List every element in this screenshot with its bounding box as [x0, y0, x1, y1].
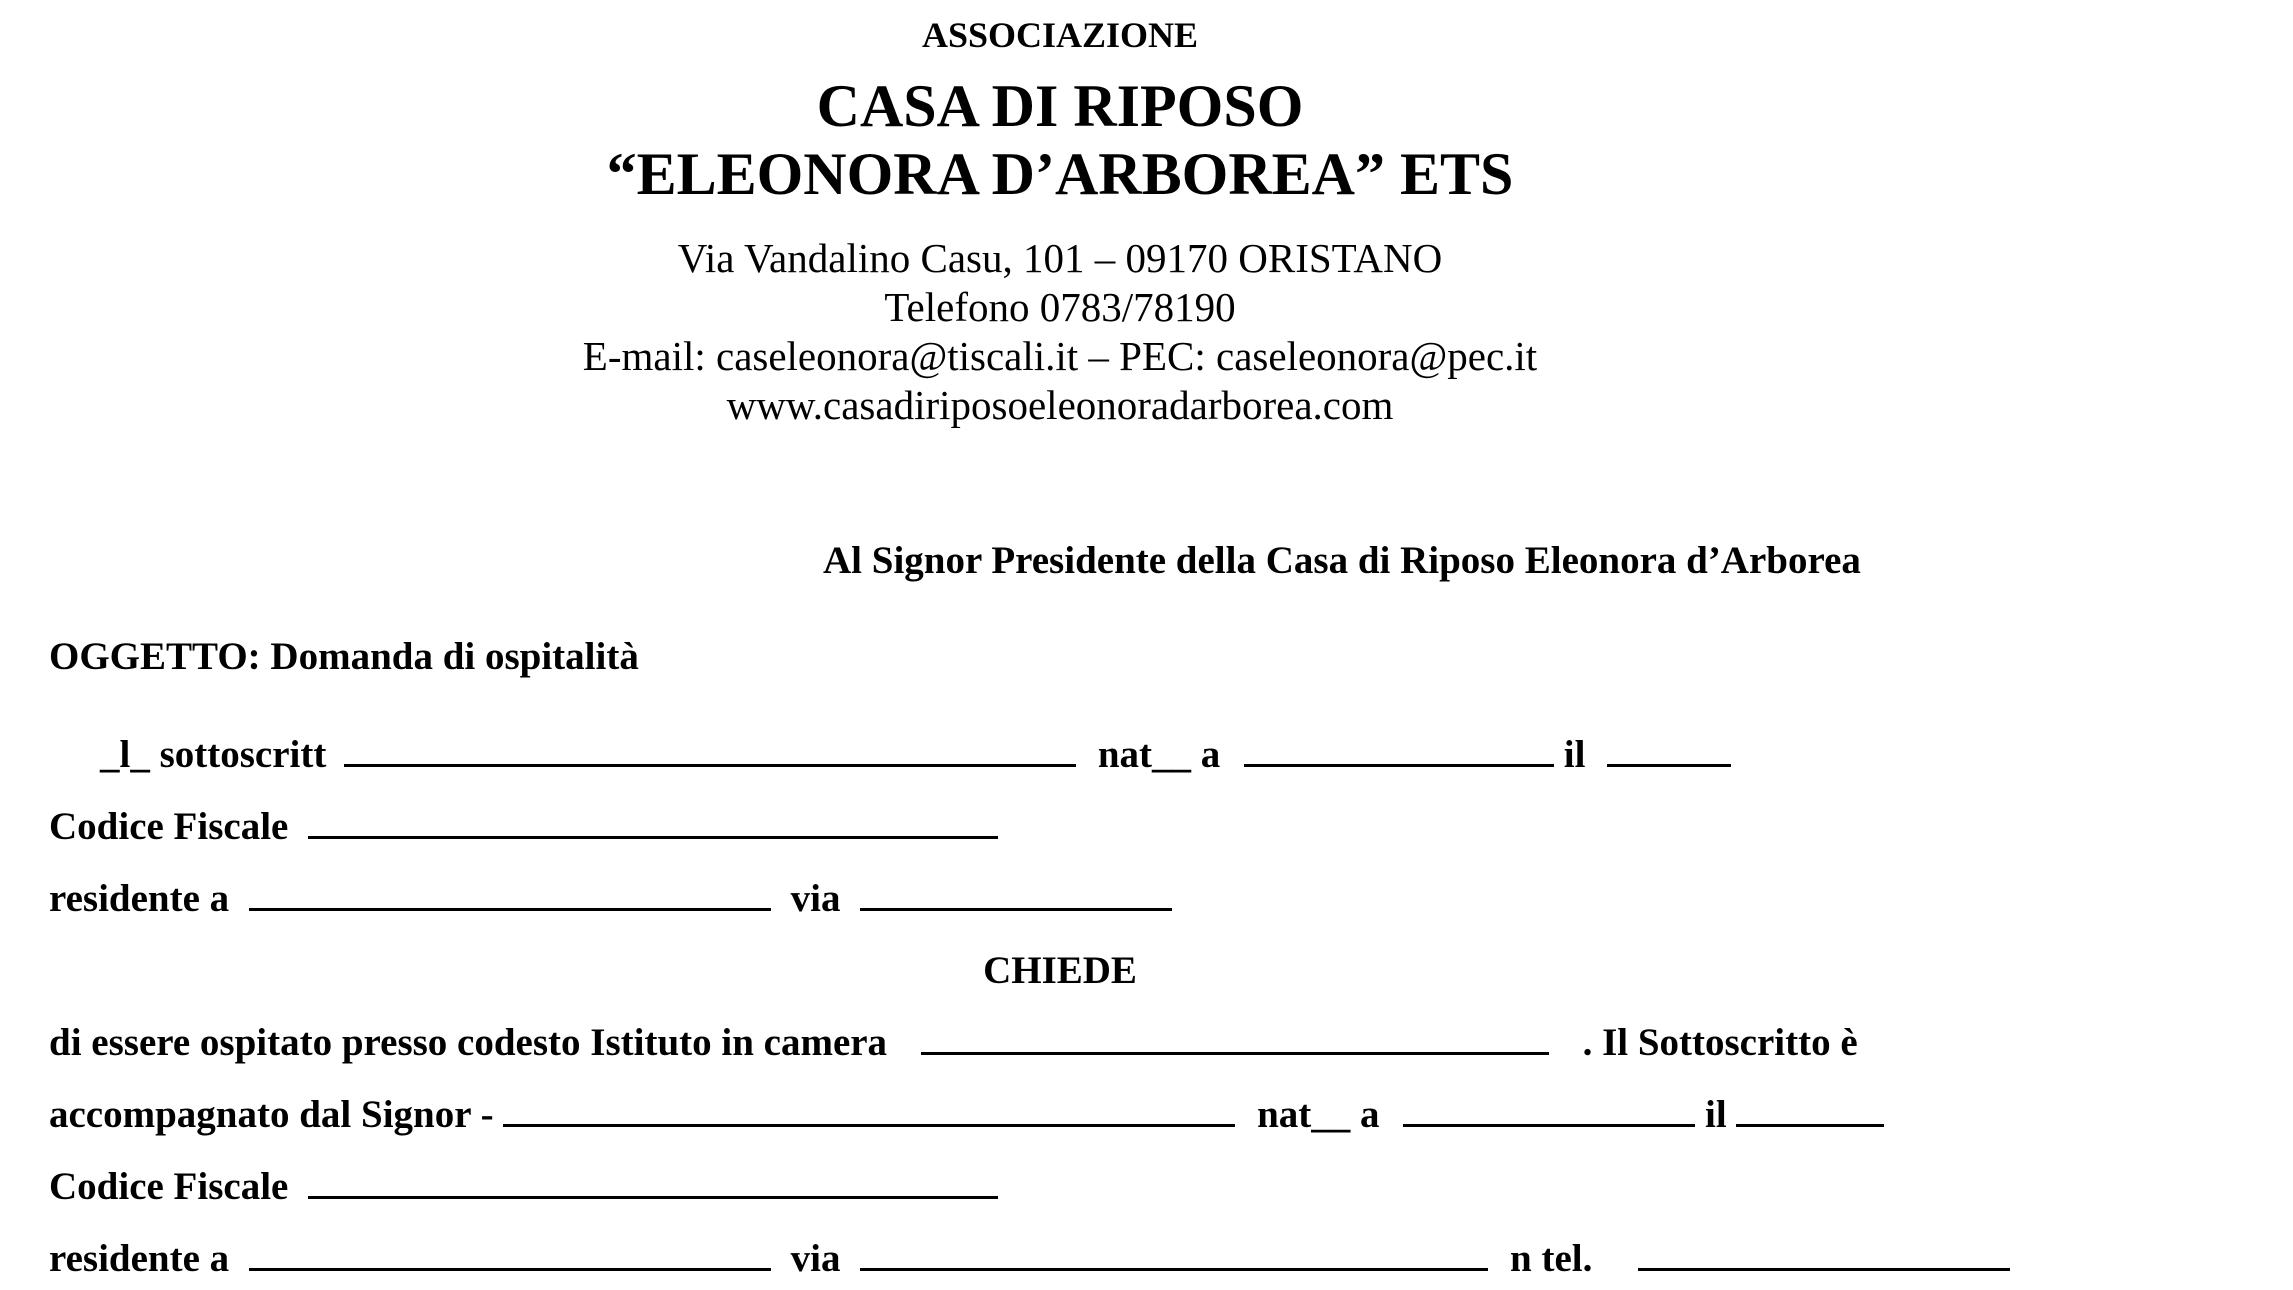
address: Via Vandalino Casu, 101 – 09170 ORISTANO — [677, 235, 1443, 281]
website: www.casadiriposoeleonoradarborea.com — [726, 382, 1394, 428]
companion-birthplace-field[interactable] — [1403, 1096, 1695, 1127]
companion-city-field[interactable] — [249, 1240, 771, 1271]
il-label: il — [1563, 733, 1586, 776]
accompagnato-label: accompagnato dal Signor - — [49, 1093, 494, 1136]
phone: Telefono 0783/78190 — [884, 284, 1236, 330]
birthdate-field[interactable] — [1607, 736, 1731, 767]
email: E-mail: caseleonora@tiscali.it – PEC: caseleonora@pec.it — [582, 333, 1538, 379]
request-suffix: . Il Sottoscritto è — [1582, 1021, 1858, 1064]
sottoscritt-label: _l_ sottoscritt — [100, 733, 327, 776]
companion-codice-fiscale-field[interactable] — [308, 1168, 998, 1199]
companion-codice-fiscale-label: Codice Fiscale — [49, 1165, 289, 1208]
nat-a-label: nat__ a — [1097, 733, 1221, 776]
residence-street-field[interactable] — [860, 880, 1172, 911]
companion-via-label: via — [790, 1237, 841, 1280]
residence-city-field[interactable] — [249, 880, 771, 911]
form-line-companion-residente — [49, 1236, 2010, 1281]
companion-nat-a-label: nat__ a — [1257, 1093, 1380, 1136]
form-line-sottoscritto — [100, 732, 1731, 777]
form-line-accompagnato — [49, 1092, 1884, 1137]
organization-name-line1: CASA DI RIPOSO — [816, 73, 1304, 139]
room-field[interactable] — [921, 1024, 1549, 1055]
companion-il-label: il — [1705, 1093, 1727, 1136]
via-label: via — [790, 877, 841, 920]
companion-birthdate-field[interactable] — [1736, 1096, 1884, 1127]
organization-name-line2: “ELEONORA D’ARBOREA” ETS — [606, 141, 1514, 207]
companion-residente-label: residente a — [49, 1237, 230, 1280]
request-text: di essere ospitato presso codesto Istituto in camera — [49, 1021, 888, 1064]
companion-name-field[interactable] — [503, 1096, 1235, 1127]
name-field[interactable] — [344, 736, 1076, 767]
form-line-codice-fiscale — [49, 804, 998, 849]
form-line-companion-codice-fiscale — [49, 1164, 998, 1209]
form-line-request — [49, 1020, 1858, 1065]
residente-label: residente a — [49, 877, 230, 920]
association-label: ASSOCIAZIONE — [921, 15, 1199, 55]
recipient: Al Signor Presidente della Casa di Riposo Eleonora d’Arborea — [823, 539, 1861, 582]
birthplace-field[interactable] — [1244, 736, 1554, 767]
phone-field[interactable] — [1638, 1240, 2010, 1271]
codice-fiscale-label: Codice Fiscale — [49, 805, 289, 848]
companion-street-field[interactable] — [860, 1240, 1488, 1271]
form-line-residente — [49, 876, 1172, 921]
subject: OGGETTO: Domanda di ospitalità — [49, 635, 639, 678]
chiede-heading: CHIEDE — [983, 949, 1137, 992]
tel-label: n tel. — [1510, 1237, 1593, 1280]
codice-fiscale-field[interactable] — [308, 808, 998, 839]
